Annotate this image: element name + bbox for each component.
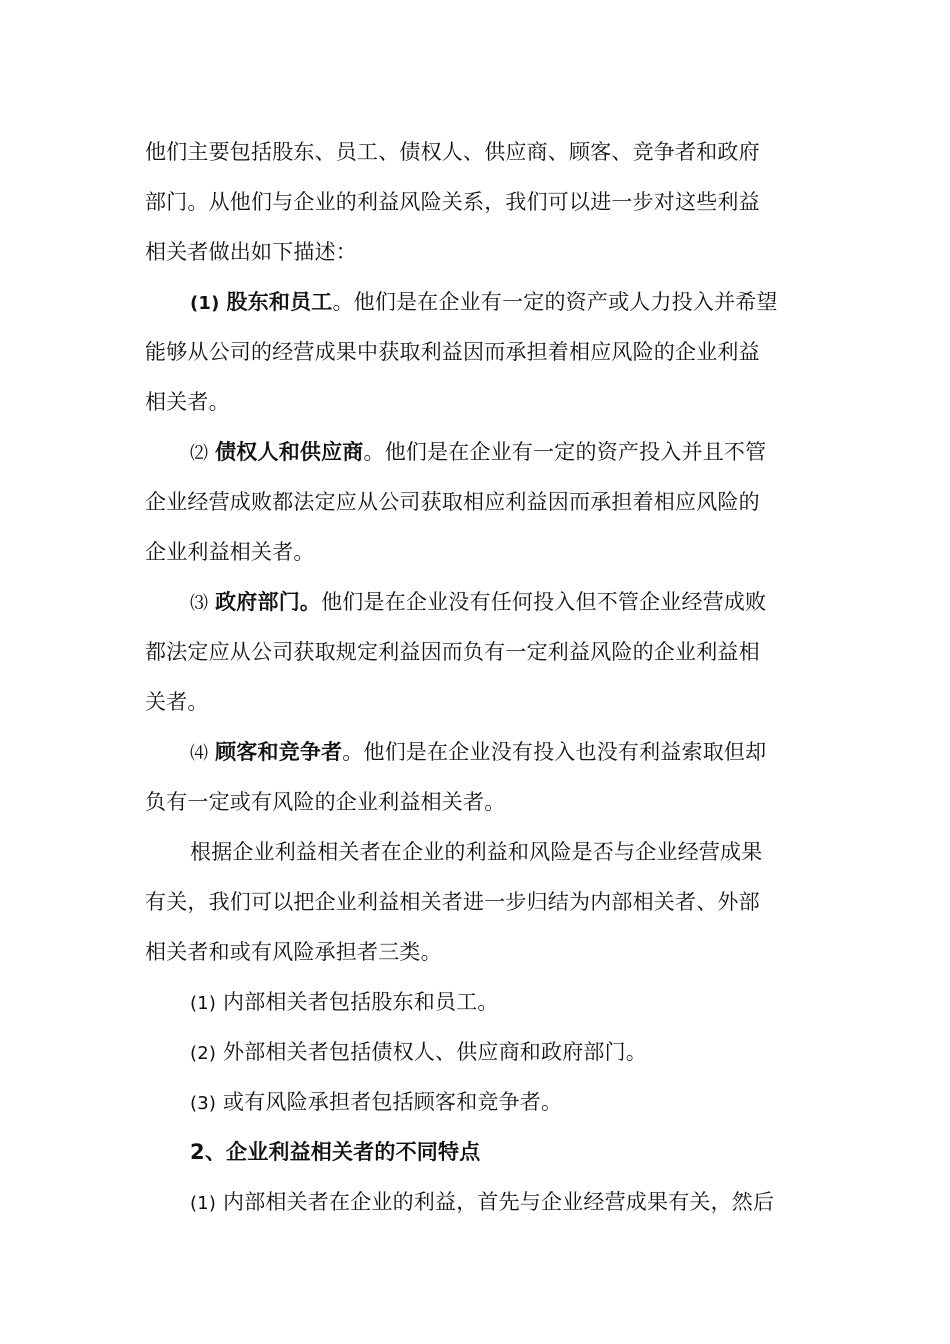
list-item-text: 内部相关者包括股东和员工。 (223, 990, 499, 1014)
item-1-line-1 (190, 287, 810, 319)
section-heading (190, 1137, 810, 1167)
item-1-number: (1) (190, 293, 220, 314)
item-4-line-1 (190, 737, 810, 769)
item-3-term: 政府部门。 (215, 589, 322, 614)
item-4-line-2: 负有一定或有风险的企业利益相关者。 (145, 790, 506, 814)
body-line-last (190, 1187, 810, 1219)
item-2-number: ⑵ (190, 443, 209, 464)
section-heading-text: 、企业利益相关者的不同特点 (204, 1140, 481, 1164)
last-line-number: (1) (190, 1193, 217, 1214)
last-line-text: 内部相关者在企业的利益，首先与企业经营成果有关，然后 (223, 1190, 775, 1214)
item-3-text: 他们是在企业没有任何投入但不管企业经营成败 (321, 590, 767, 614)
item-1-term: 股东和员工 (226, 289, 333, 314)
list-item-text: 或有风险承担者包括顾客和竞争者。 (223, 1090, 563, 1114)
item-2-term: 债权人和供应商 (215, 439, 364, 464)
classify-line-1: 根据企业利益相关者在企业的利益和风险是否与企业经营成果 (190, 840, 763, 864)
section-heading-number: 2 (190, 1140, 205, 1164)
list-item-number: (3) (190, 1093, 217, 1114)
list-item (190, 987, 810, 1019)
list-item-number: (2) (190, 1043, 217, 1064)
list-item (190, 1087, 810, 1119)
classify-line-2: 有关，我们可以把企业利益相关者进一步归结为内部相关者、外部 (145, 890, 760, 914)
list-item (190, 1037, 810, 1069)
item-1-line-3: 相关者。 (145, 390, 230, 414)
item-4-number: ⑷ (190, 743, 209, 764)
item-4-text: 。他们是在企业没有投入也没有利益索取但却 (342, 740, 767, 764)
item-2-text: 。他们是在企业有一定的资产投入并且不管 (363, 440, 767, 464)
list-item-number: (1) (190, 993, 217, 1014)
intro-line-3: 相关者做出如下描述： (145, 240, 357, 264)
item-3-line-3: 关者。 (145, 690, 209, 714)
list-item-text: 外部相关者包括债权人、供应商和政府部门。 (223, 1040, 647, 1064)
item-1-line-2: 能够从公司的经营成果中获取利益因而承担着相应风险的企业利益 (145, 340, 760, 364)
item-1-text: 。他们是在企业有一定的资产或人力投入并希望 (332, 290, 778, 314)
item-3-number: ⑶ (190, 593, 209, 614)
item-2-line-3: 企业利益相关者。 (145, 540, 315, 564)
intro-line-1: 他们主要包括股东、员工、债权人、供应商、顾客、竞争者和政府 (145, 140, 760, 164)
classify-line-3: 相关者和或有风险承担者三类。 (145, 940, 442, 964)
item-3-line-1 (190, 587, 810, 619)
item-2-line-2: 企业经营成败都法定应从公司获取相应利益因而承担着相应风险的 (145, 490, 760, 514)
item-2-line-1 (190, 437, 810, 469)
item-4-term: 顾客和竞争者 (215, 739, 343, 764)
item-3-line-2: 都法定应从公司获取规定利益因而负有一定利益风险的企业利益相 (145, 640, 760, 664)
intro-line-2: 部门。从他们与企业的利益风险关系，我们可以进一步对这些利益 (145, 190, 760, 214)
